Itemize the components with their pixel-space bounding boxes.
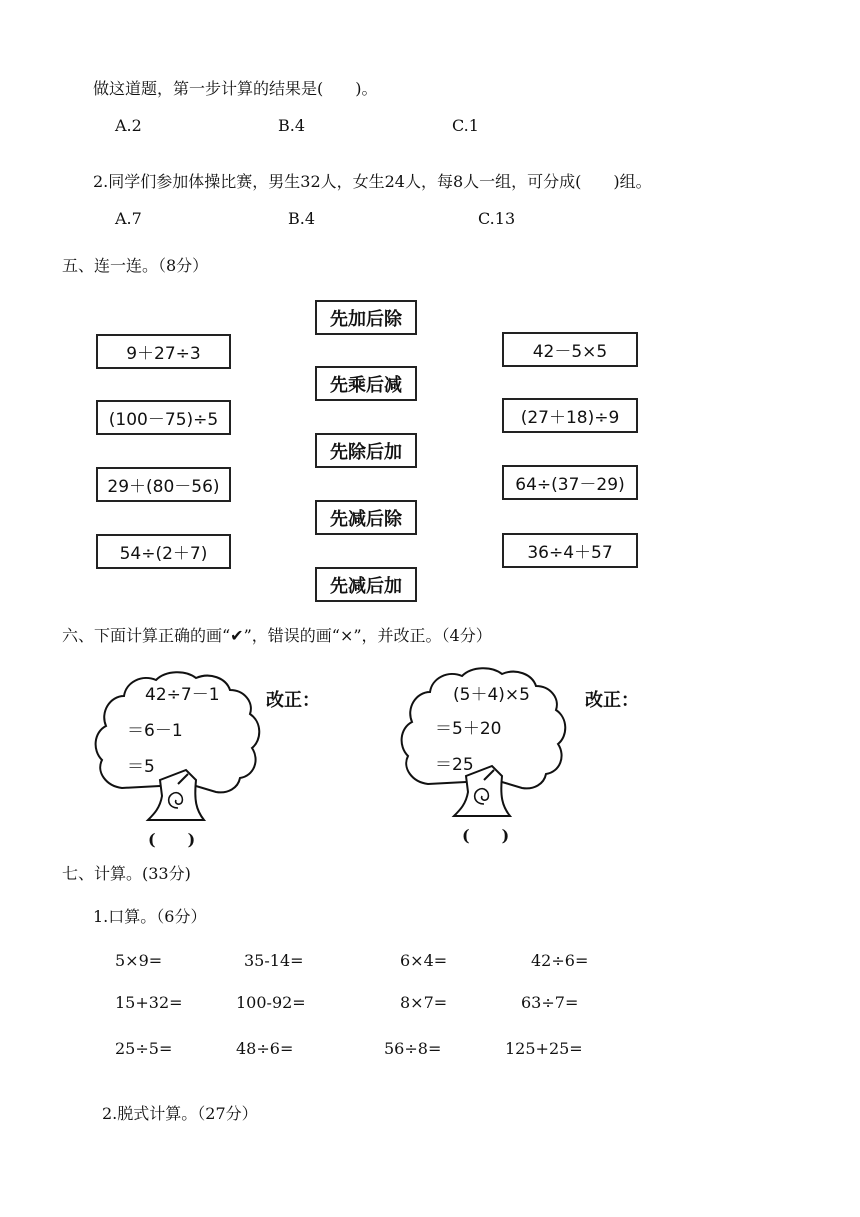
oral-problem: 125+25=	[505, 1039, 583, 1058]
order-box[interactable]: 先加后除	[315, 300, 417, 335]
option-b: B.4	[288, 209, 316, 228]
option-a: A.7	[115, 209, 142, 228]
oral-problem: 8×7=	[400, 993, 448, 1012]
oral-problem: 48÷6=	[236, 1039, 294, 1058]
option-c: C.13	[478, 209, 516, 228]
oral-problem: 100-92=	[236, 993, 306, 1012]
tree-1-line-3: ＝5	[127, 757, 155, 777]
section-6-title: 六、下面计算正确的画“✔”，错误的画“×”，并改正。（4分）	[62, 626, 492, 645]
option-b: B.4	[278, 116, 306, 135]
right-expression-box[interactable]: (27＋18)÷9	[502, 398, 638, 433]
question-1-stem: 做这道题，第一步计算的结果是( )。	[93, 79, 378, 98]
question-2-stem: 2.同学们参加体操比赛，男生32人，女生24人，每8人一组，可分成( )组。	[93, 172, 652, 191]
section-5-title: 五、连一连。（8分）	[62, 256, 209, 275]
oral-problem: 6×4=	[400, 951, 448, 970]
order-box[interactable]: 先减后除	[315, 500, 417, 535]
order-box[interactable]: 先除后加	[315, 433, 417, 468]
right-expression-box[interactable]: 64÷(37－29)	[502, 465, 638, 500]
left-expression-box[interactable]: (100－75)÷5	[96, 400, 231, 435]
oral-problem: 5×9=	[115, 951, 163, 970]
oral-problem: 15+32=	[115, 993, 183, 1012]
right-expression-box[interactable]: 36÷4＋57	[502, 533, 638, 568]
tree-2-line-3: ＝25	[435, 755, 474, 775]
oral-problem: 25÷5=	[115, 1039, 173, 1058]
option-c: C.1	[452, 116, 479, 135]
left-expression-box[interactable]: 54÷(2＋7)	[96, 534, 231, 569]
subsection-written-title: 2.脱式计算。（27分）	[102, 1104, 258, 1123]
oral-problem: 63÷7=	[521, 993, 579, 1012]
subsection-oral-title: 1.口算。（6分）	[93, 907, 207, 926]
oral-problem: 42÷6=	[531, 951, 589, 970]
tree-2-line-2: ＝5＋20	[435, 719, 502, 739]
oral-problem: 56÷8=	[384, 1039, 442, 1058]
right-expression-box[interactable]: 42－5×5	[502, 332, 638, 367]
answer-paren[interactable]: ( )	[148, 830, 196, 849]
correction-label: 改正：	[266, 690, 320, 711]
order-box[interactable]: 先乘后减	[315, 366, 417, 401]
oral-problem: 35-14=	[244, 951, 304, 970]
option-a: A.2	[115, 116, 142, 135]
answer-paren[interactable]: ( )	[462, 826, 510, 845]
correction-label: 改正：	[585, 690, 639, 711]
tree-1-line-2: ＝6－1	[127, 721, 183, 741]
order-box[interactable]: 先减后加	[315, 567, 417, 602]
section-7-title: 七、计算。(33分)	[62, 864, 191, 883]
tree-1-line-1: 42÷7－1	[145, 685, 220, 705]
left-expression-box[interactable]: 9＋27÷3	[96, 334, 231, 369]
left-expression-box[interactable]: 29＋(80－56)	[96, 467, 231, 502]
tree-2-line-1: (5＋4)×5	[453, 685, 530, 705]
